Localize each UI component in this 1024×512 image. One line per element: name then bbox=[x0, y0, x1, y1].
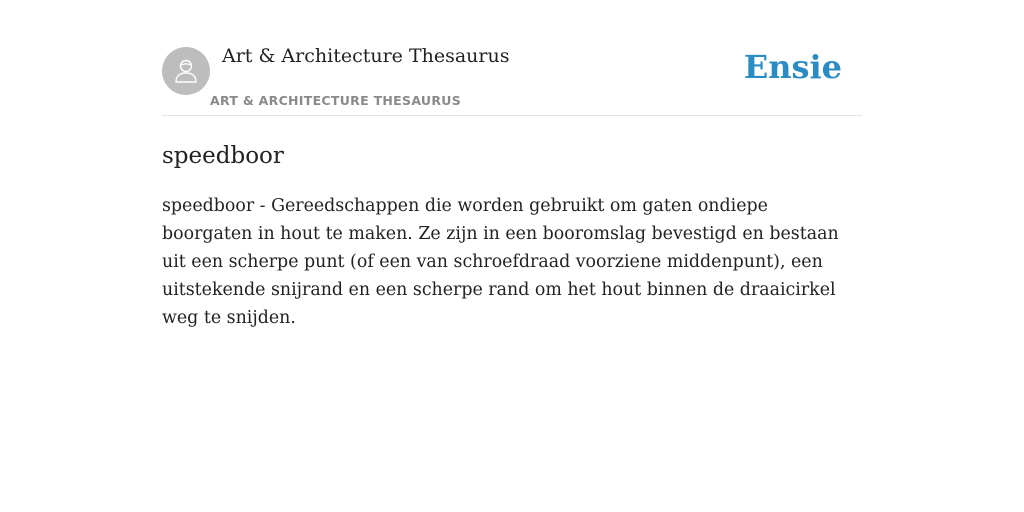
source-label[interactable]: ART & ARCHITECTURE THESAURUS bbox=[210, 93, 462, 108]
content-container bbox=[162, 0, 862, 332]
header bbox=[162, 0, 862, 116]
entry-title: speedboor bbox=[162, 143, 284, 169]
avatar[interactable] bbox=[162, 47, 210, 95]
ensie-logo[interactable]: Ensie bbox=[743, 48, 842, 86]
source-name[interactable]: Art & Architecture Thesaurus bbox=[222, 45, 510, 67]
user-icon bbox=[171, 56, 201, 86]
entry-definition: speedboor - Gereedschappen die worden gebruikt om gaten ondiepe boorgaten in hout te maken. Ze zijn in een booromslag bevestigd en bestaan uit een scherpe punt (of een van schroefdraad voorziene middenpunt), een uitstekende snijrand en een scherpe rand om het hout binnen de draaicirkel weg te snijden. bbox=[162, 196, 839, 328]
